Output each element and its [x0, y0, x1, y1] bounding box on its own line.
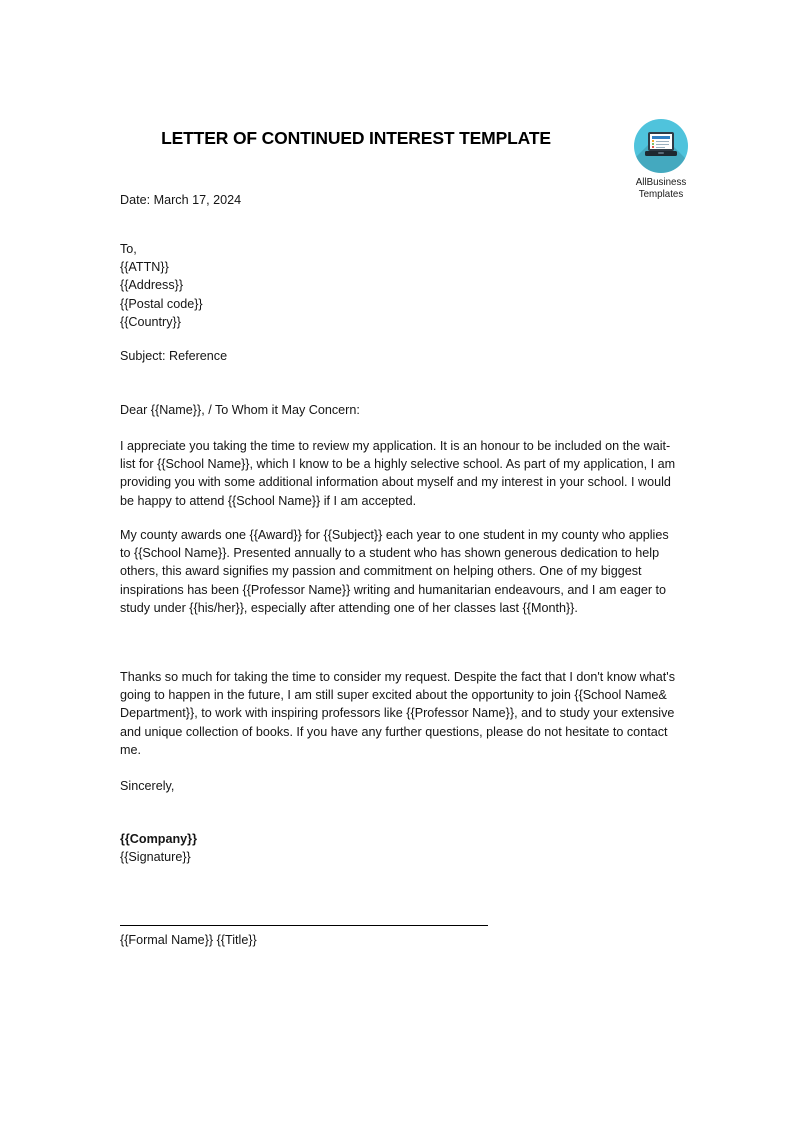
laptop-trackpad [658, 152, 664, 154]
screen-text-line [656, 144, 669, 146]
subject-line: Subject: Reference [120, 349, 228, 363]
laptop-icon [634, 119, 688, 173]
signature-block [120, 830, 678, 866]
date-line: Date: March 17, 2024 [120, 193, 242, 207]
salutation: Dear {{Name}}, / To Whom it May Concern: [120, 403, 360, 417]
recipient-attn: {{ATTN}} [120, 260, 169, 275]
signature-placeholder: {{Signature}} [120, 850, 191, 865]
recipient-to: To, [120, 242, 137, 256]
brand-name-line1: AllBusiness [635, 176, 687, 188]
laptop-glyph [645, 132, 677, 160]
signature-company: {{Company}} [120, 832, 197, 846]
screen-header-bar [652, 136, 670, 139]
recipient-address-block [120, 240, 678, 331]
page-title: LETTER OF CONTINUED INTEREST TEMPLATE [161, 128, 551, 148]
signature-formal-name-title: {{Formal Name}} {{Title}} [120, 933, 257, 947]
recipient-country: {{Country}} [120, 314, 181, 329]
brand-name-line2: Templates [638, 187, 684, 200]
body-paragraph-3: Thanks so much for taking the time to consider my request. Despite the fact that I don't know what's going to happen in the future, I am still super excited about the opportunity to join {{School Name& Department}}, to work with inspiring professors like {{Professor Name}}, and to study your extensive and unique collection of books. If you have any further questions, please do not hesitate to contact me. [120, 670, 676, 757]
body-paragraph-2: My county awards one {{Award}} for {{Subject}} each year to one student in my county who applies to {{School Name}}. Presented annually to a student who has shown generous dedication to help others, this award signifies my passion and commitment on helping others. One of my biggest inspirations has been {{Professor Name}} writing and humanitarian endeavours, and I am eager to study under {{his/her}}, especially after attending one of her classes last {{Month}}. [120, 528, 669, 615]
screen-dot [652, 146, 654, 148]
signature-rule [120, 925, 488, 926]
recipient-address: {{Address}} [120, 278, 184, 293]
screen-text-line [656, 147, 665, 149]
recipient-postal-code: {{Postal code}} [120, 296, 203, 311]
closing-line: Sincerely, [120, 779, 175, 793]
brand-logo [632, 119, 690, 200]
screen-text-line [656, 141, 669, 143]
laptop-screen [650, 134, 672, 149]
body-paragraph-1: I appreciate you taking the time to review my application. It is an honour to be included on the wait-list for {{School Name}}, which I know to be a highly selective school. As part of my application, I am providing you with some additional information about myself and my interest in your school. I would be happy to attend {{School Name}} if I am accepted. [120, 439, 676, 508]
